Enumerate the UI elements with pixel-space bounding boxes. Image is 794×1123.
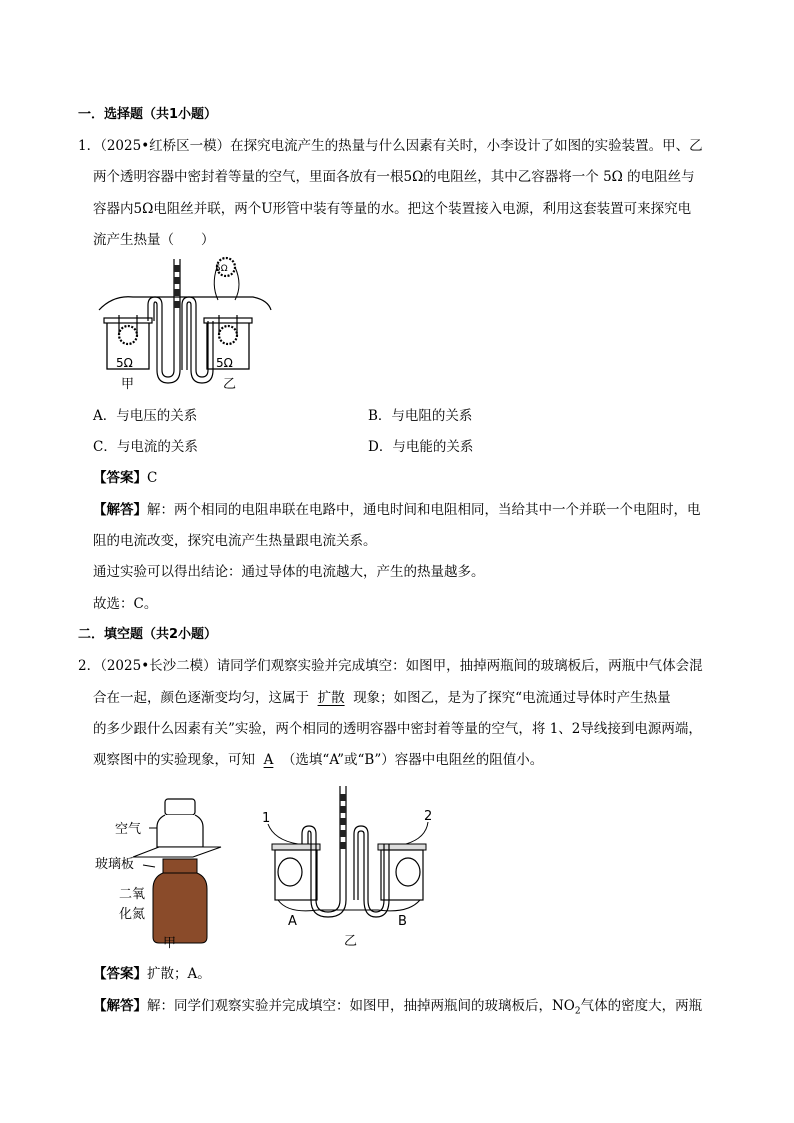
q1-answer-row — [93, 466, 157, 486]
q2-stem-line4: 观察图中的实验现象，可知 A （选填“A”或“B”）容器中电阻丝的阻值小。 — [93, 752, 544, 768]
q2-fig-label-jia: 甲 — [163, 936, 177, 950]
q2-answer-value: 扩散；A。 — [147, 966, 211, 982]
q1-analysis-row1 — [93, 498, 701, 518]
q1-option-b: B．与电阻的关系 — [368, 408, 473, 424]
q1-option-a: A．与电压的关系 — [93, 408, 198, 424]
section-title-fill: 二．填空题（共2小题） — [78, 627, 218, 642]
q2-fig-wire2-label: 2 — [424, 809, 433, 824]
q2-fig-gas-label2: 化氮 — [119, 907, 146, 922]
q2-analysis-tag: 【解答】 — [93, 998, 147, 1014]
q1-answer-value: C — [147, 470, 158, 486]
q2-stem-line2: 合在一起，颜色逐渐变均匀，这属于 扩散 现象；如图乙，是为了探究“电流通过导体时产生热量 — [93, 690, 671, 706]
q2-fig-gas-label1: 二氧 — [119, 887, 146, 902]
q1-fig-resistor-left: 5Ω — [116, 356, 133, 370]
q1-stem-line1: 1．（2025•红桥区一模）在探究电流产生的热量与什么因素有关时，小李设计了如图的实验装置。甲、乙 — [78, 138, 703, 154]
section-title-choice: 一．选择题（共1小题） — [78, 107, 218, 122]
q2-stem-line1: 2．（2025•长沙二模）请同学们观察实验并完成填空：如图甲，抽掉两瓶间的玻璃板后，两瓶中气体会混 — [78, 658, 703, 674]
q1-analysis-row2: 阻的电流改变，探究电流产生热量跟电流关系。 — [93, 533, 377, 549]
q2-diffusion-figure — [93, 795, 233, 950]
q2-fig-glass-label: 玻璃板 — [95, 857, 135, 872]
q1-answer-tag: 【答案】 — [93, 470, 147, 486]
q1-fig-label-jia: 甲 — [121, 377, 135, 392]
q1-stem-line2: 两个透明容器中密封着等量的空气，里面各放有一根5Ω的电阻丝，其中乙容器将一个 5Ω 的电阻丝与 — [93, 169, 695, 185]
q2-stem-line3: 的多少跟什么因素有关”实验，两个相同的透明容器中密封着等量的空气，将 1、2导线接到电源两端， — [93, 721, 702, 737]
q1-stem-line3: 容器内5Ω电阻丝并联，两个U形管中装有等量的水。把这个装置接入电源，利用这套装置可来探究电 — [93, 201, 692, 217]
q1-apparatus-figure — [93, 255, 273, 395]
q2-blank1: 扩散 — [317, 690, 345, 706]
q1-fig-label-yi: 乙 — [223, 377, 237, 392]
q1-fig-resistor-right: 5Ω — [216, 356, 233, 370]
q2-fig-label-a: A — [288, 914, 297, 929]
q1-stem-line4: 流产生热量（ ） — [93, 232, 215, 248]
q1-analysis-tag: 【解答】 — [93, 502, 147, 518]
q1-option-d: D．与电能的关系 — [368, 439, 474, 455]
q2-heating-figure — [258, 782, 448, 952]
q2-fig-label-b: B — [398, 914, 407, 929]
q2-fig-air-label: 空气 — [115, 822, 142, 837]
q1-fig-resistor-top: 5Ω — [215, 264, 228, 274]
q2-analysis-row1: 【解答】解：同学们观察实验并完成填空：如图甲，抽掉两瓶间的玻璃板后，$NO_2$气体的密度大，两瓶 — [93, 998, 703, 1017]
q2-fig-label-yi: 乙 — [344, 934, 358, 949]
q1-analysis-row3: 通过实验可以得出结论：通过导体的电流越大，产生的热量越多。 — [93, 564, 485, 580]
q2-answer-row — [93, 962, 211, 982]
q1-analysis-text1: 解：两个相同的电阻串联在电路中，通电时间和电阻相同，当给其中一个并联一个电阻时，电 — [147, 502, 701, 518]
q2-blank2: A — [263, 752, 274, 768]
q1-option-c: C．与电流的关系 — [93, 439, 198, 455]
q2-fig-wire1-label: 1 — [262, 811, 271, 826]
q1-analysis-row4: 故选：C。 — [93, 596, 158, 612]
q2-answer-tag: 【答案】 — [93, 966, 147, 982]
